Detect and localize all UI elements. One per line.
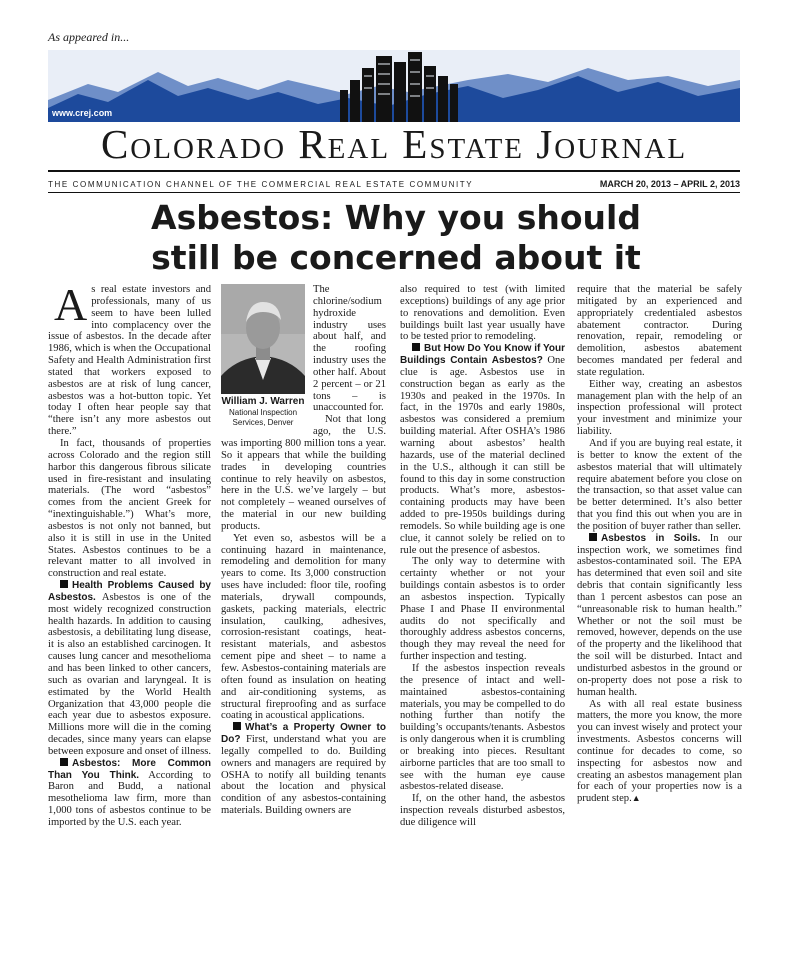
headline-line-2: still be concerned about it — [151, 238, 641, 277]
paragraph: Either way, creating an asbestos management plan with the help of an inspection professional will protect your investment and minimize your liability. — [577, 378, 742, 438]
section-bullet-icon — [233, 722, 241, 730]
author-name: William J. Warren — [221, 396, 305, 407]
paragraph: Yet even so, asbestos will be a continuing hazard in maintenance, remodeling and demolition for many years to come. Its 3,000 construction uses have included: floor tile, roofing materials, drywall compounds, gaskets, packing materials, electric insulation, caulking, adhesives, corrosion-resistant coatings, heat-resistant materials, and asbestos cement pipe and sheet – to name a few. Asbestos-containing materials are often found as insulation on heating and air-conditioning systems, as structural fireproofing and as surface coating in acoustical applications. — [221, 532, 386, 722]
article-headline — [100, 198, 692, 278]
masthead-rule — [48, 170, 740, 172]
paragraph-text: First, understand what you are legally compelled to do. Building owners and managers are required by OSHA to notify all building tenants about the location and physical condition of any asbestos-containing materials. Building owners are — [221, 734, 386, 817]
subhead: Asbestos: More Common Than You Think. — [48, 757, 211, 781]
paragraph-text: s real estate investors and professionals, many of us seem to have been lulled into complacency over the issue of asbestos. In the decade after 1986, which is when the Occupational Safety and Health Administration first stated that workers exposed to asbestos are at risk of lung cancer, asbestos was a hot-button topic. Yet today I often hear people say that “there isn’t any more asbestos out there.” — [48, 284, 211, 438]
end-of-article-triangle-icon: ▲ — [631, 793, 641, 804]
paragraph — [48, 580, 211, 758]
paragraph: Not that long ago, the U.S. was importing 800 million tons a year. So it appears that while the building trades in developing countries continue to rely heavily on asbestos, here in the U.S. we’ve largely – but not completely – weaned ourselves of the material in our new building products. — [221, 414, 386, 532]
subhead: Health Problems Caused by Asbestos. — [48, 580, 211, 603]
publication-masthead: Colorado Real Estate Journal — [100, 121, 688, 167]
article-column-2 — [221, 284, 386, 817]
paragraph: And if you are buying real estate, it is better to know the extent of the asbestos material that will ultimately require abatement before you close on the transaction, so that asset value can be better determined. It’s also better that you find this out when you are in the position of buyer rather than seller. — [577, 437, 742, 532]
paragraph-text: One clue is age. Asbestos use in construction began as early as the 1930s and peaked in the 1970s. In fact, in the 1970s and early 1980s, asbestos was considered a premium building material. After OSHA’s 1986 warning about asbestos’ health hazards, use of the material declined in the U.S., although it can still be found to this day in some construction products. What’s more, asbestos-containing products may have been added to pre-1950s buildings during remodels. So while building age is one clue, it cannot solely be relied on to rule out the presence of asbestos. — [400, 355, 566, 556]
author-affiliation-line-2: Services, Denver — [232, 418, 294, 427]
paragraph: In fact, thousands of properties across Colorado and the region still harbor this dangerous fibrous silicate used in fire-resistant and insulating materials. (The word “asbestos” comes from the ancient Greek for “inextinguishable.”) What’s more, asbestos is not only not banned, but also it is still in use in the United States. Asbestos continues to be a relevant matter to all involved in construction and real estate. — [48, 437, 211, 580]
paragraph-text: According to Baron and Budd, a national mesothelioma law firm, more than 1,000 tons of asbestos continue to be imported by the U.S. each year. — [48, 769, 211, 828]
website-url[interactable]: www.crej.com — [52, 108, 113, 118]
article-column-1 — [48, 279, 211, 829]
paragraph — [400, 343, 565, 556]
author-photo-block — [221, 284, 305, 428]
appeared-in-label: As appeared in... — [48, 30, 130, 44]
subhead: What’s a Property Owner to Do? — [221, 722, 386, 746]
publication-tagline: THE COMMUNICATION CHANNEL OF THE COMMERCIAL REAL ESTATE COMMUNITY — [48, 180, 474, 189]
paragraph-text: As with all real estate business matters, the more you know, the more you can invest wisely and protect your investments. Asbestos concerns will continue for decades to come, so inspecting for asbestos now and creating an asbestos management plan for each of your properties now is a prudent step. — [577, 698, 742, 805]
tagline-rule — [48, 192, 740, 193]
paragraph — [48, 279, 211, 438]
paragraph — [48, 758, 211, 829]
author-headshot — [221, 284, 305, 394]
subhead: Asbestos in Soils. — [601, 532, 701, 544]
article-column-3 — [400, 284, 565, 829]
issue-date: MARCH 20, 2013 – APRIL 2, 2013 — [599, 179, 740, 189]
article-column-4 — [577, 284, 742, 805]
paragraph — [221, 722, 386, 817]
section-bullet-icon — [412, 343, 420, 351]
section-bullet-icon — [60, 758, 68, 766]
paragraph-text: In our inspection work, we sometimes find asbestos-contaminated soil. The EPA has determined that even soil and site debris that contain significantly less than 1 percent asbestos can pose an “unreasonable risk to human health.” Whether or not the soil must be removed, however, depends on the use of the property and the likelihood that the soil will be disturbed. Intact and undisturbed asbestos in the ground or on-property does not pose a risk to human health. — [577, 532, 742, 698]
paragraph-text: Asbestos is one of the most widely recognized construction health hazards. In addition to causing asbestosis, a debilitating lung disease, it is also an established carcinogen. It causes lung cancer and mesothelioma and has been linked to other cancers, such as ovarian and laryngeal. It is estimated by the World Health Organization that 43,000 people die each year due to asbestos exposure. Millions more will die in the coming decades, since many years can elapse between exposure and onset of illness. — [48, 591, 211, 757]
paragraph: also required to test (with limited exceptions) buildings of any age prior to renovations and demolition. Even buildings built last year usually have to be tested prior to remodeling. — [400, 284, 565, 343]
masthead-banner-graphic — [48, 50, 740, 122]
section-bullet-icon — [60, 580, 68, 588]
paragraph — [577, 533, 742, 699]
paragraph: The chlorine/sodium hydroxide industry uses about half, and the roofing industry uses the other half. About 2 percent – or 21 tons – is unaccounted for. — [313, 284, 386, 414]
paragraph — [577, 699, 742, 806]
paragraph: If, on the other hand, the asbestos inspection reveals disturbed asbestos, due diligence will — [400, 793, 565, 828]
paragraph: The only way to determine with certainty whether or not your buildings contain asbestos is to order an asbestos inspection. Typically Phase I and Phase II environmental audits do not specifically and thoroughly address asbestos concerns, though they may reveal the need for further inspection and testing. — [400, 556, 565, 663]
drop-cap: A — [54, 279, 88, 330]
headline-line-1: Asbestos: Why you should — [151, 198, 641, 237]
paragraph: require that the material be safely mitigated by an experienced and appropriately credentialed asbestos abatement contractor. During renovation, repair, remodeling or demolition, asbestos abatement becomes mandated per federal and state regulation. — [577, 284, 742, 378]
paragraph: If the asbestos inspection reveals the presence of intact and well-maintained asbestos-containing materials, you may be compelled to do nothing further than notify the building’s occupants/tenants. Asbestos is only dangerous when it is crumbling or breaking into pieces. Resultant airborne particles that are too small to see with the human eye cause asbestos-related disease. — [400, 663, 565, 793]
section-bullet-icon — [589, 533, 597, 541]
subhead: But How Do You Know if Your Buildings Contain Asbestos? — [400, 343, 565, 367]
author-affiliation-line-1: National Inspection — [228, 408, 298, 417]
